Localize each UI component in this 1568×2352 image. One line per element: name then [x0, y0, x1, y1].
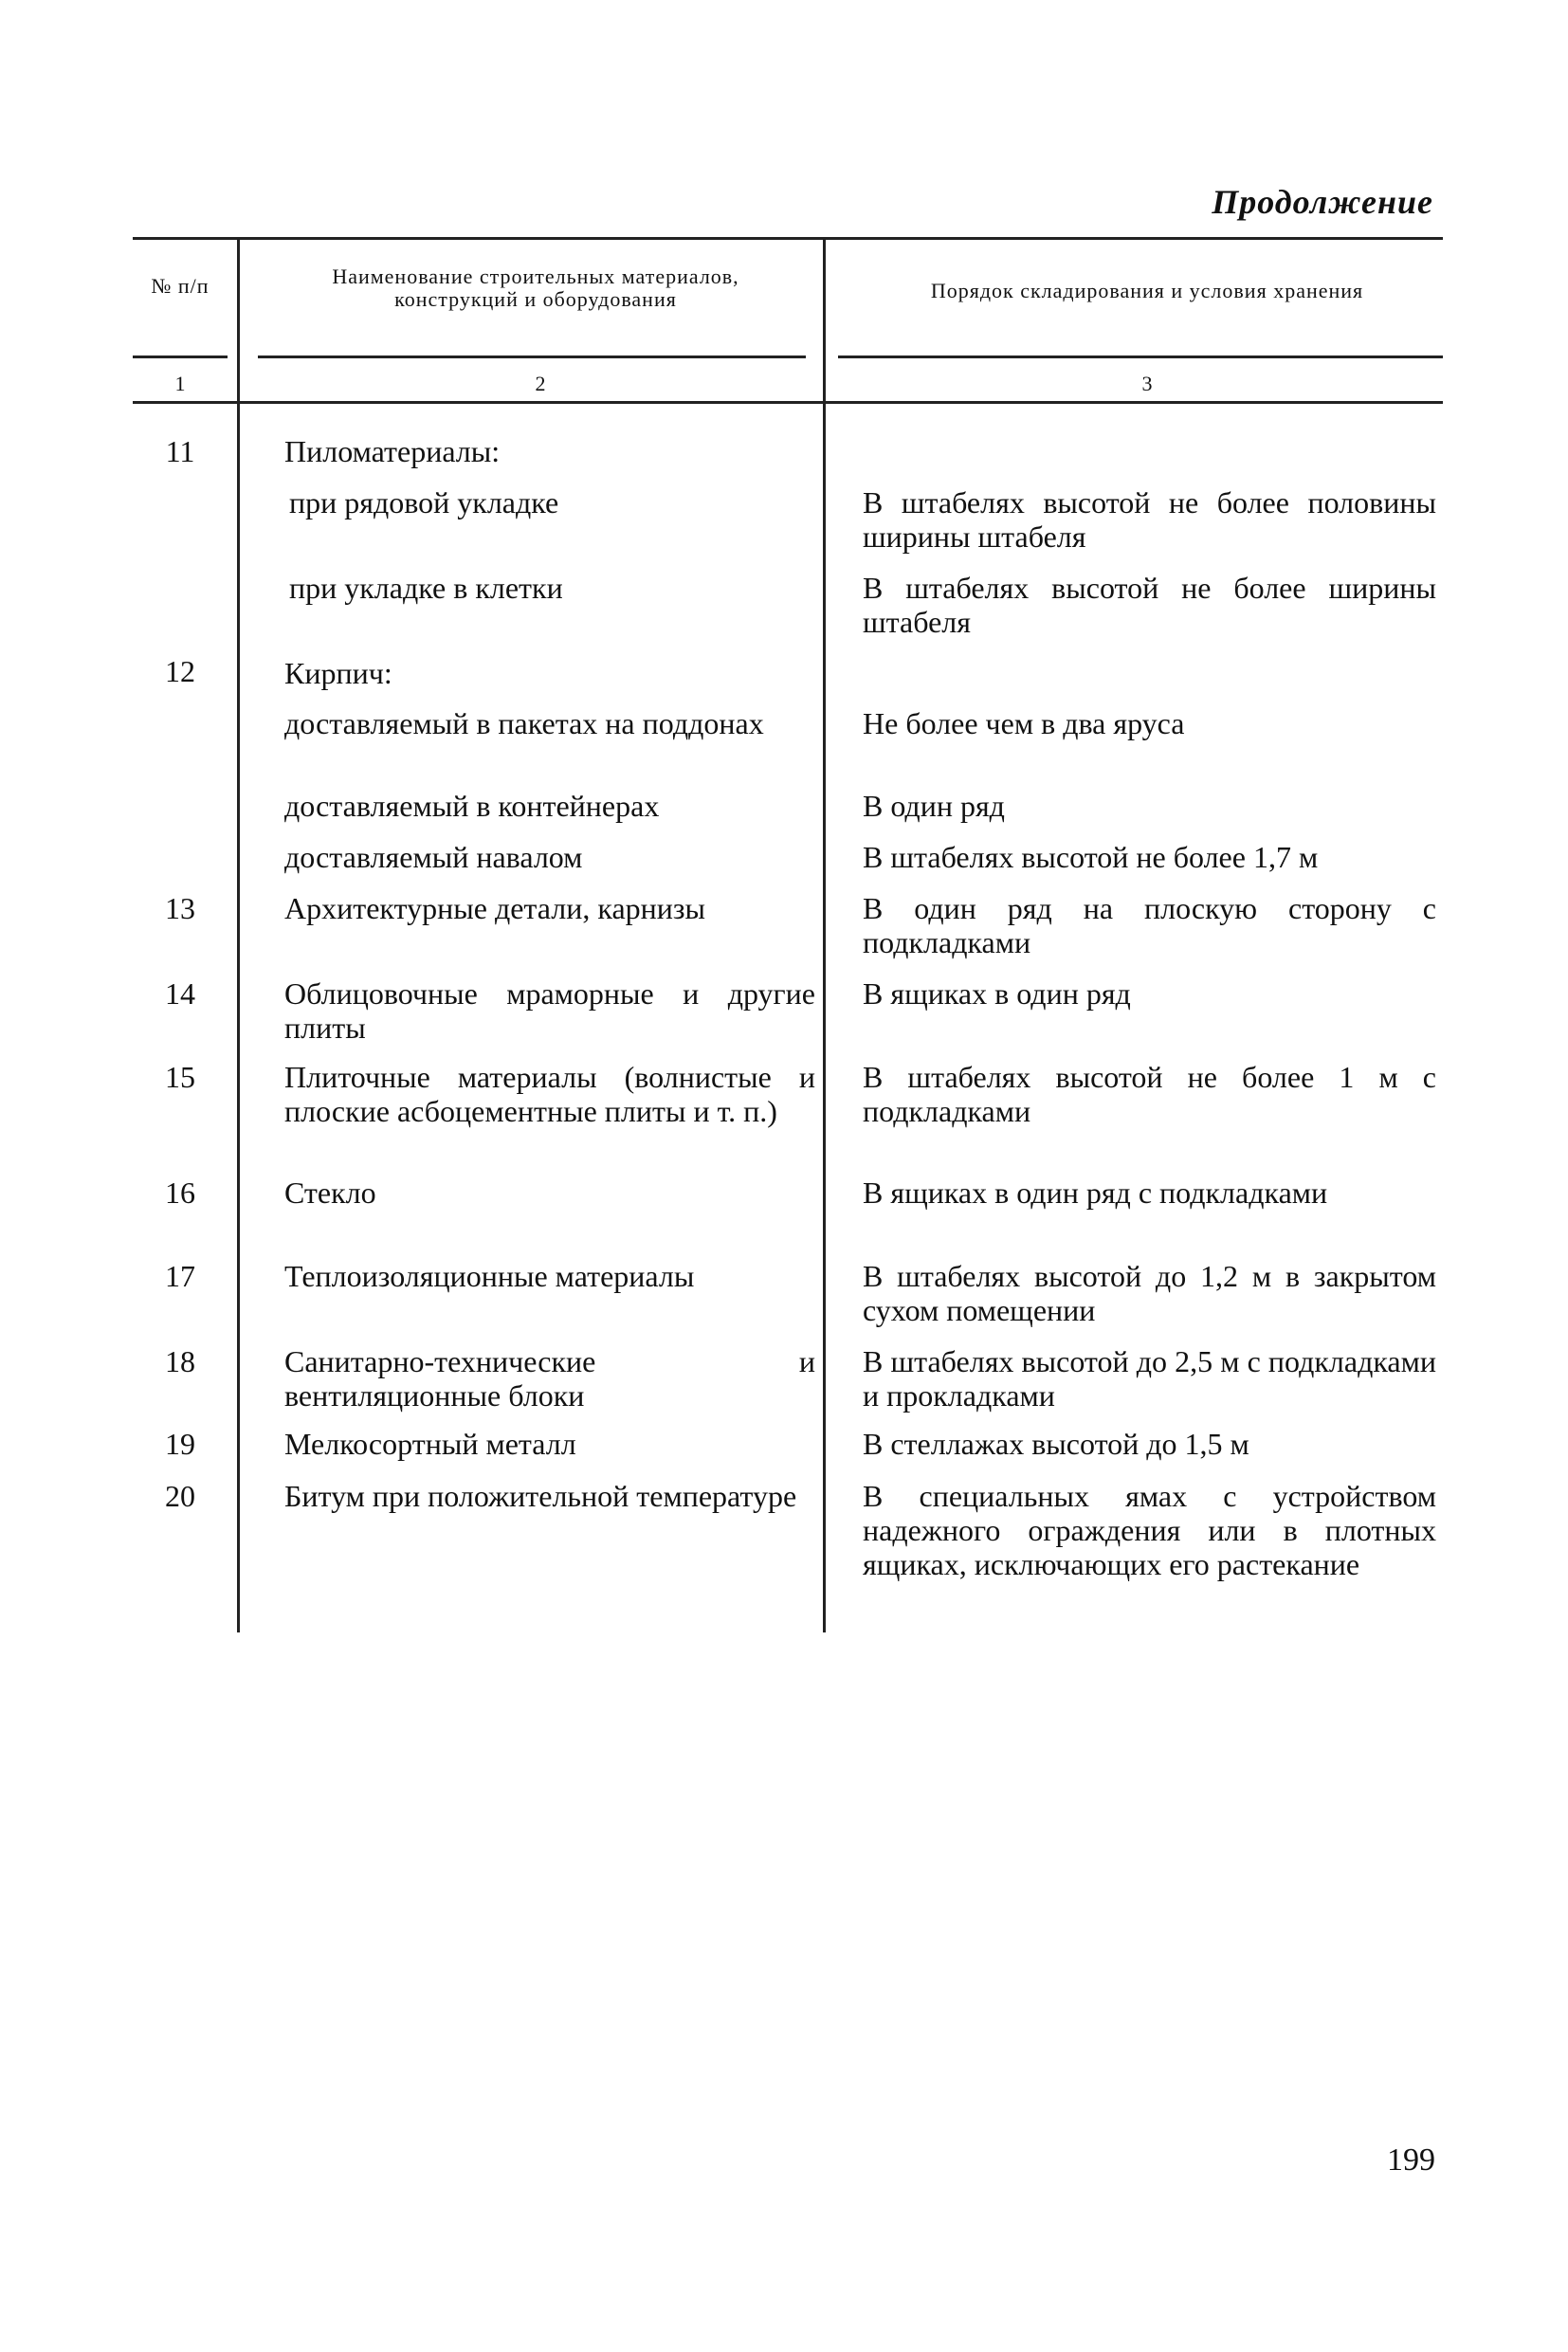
- row-19-name: Мелкосортный металл: [284, 1427, 576, 1461]
- header-rule-col1: [133, 356, 228, 358]
- numbers-rule: [133, 401, 1443, 404]
- row-11b-name: при укладке в клетки: [289, 571, 563, 605]
- column-number-2: 2: [535, 372, 546, 395]
- row-19-storage: В стеллажах высотой до 1,5 м: [863, 1427, 1249, 1461]
- column-header-storage: Порядок складирования и условия хранения: [930, 279, 1364, 302]
- row-12b-name: доставляемый в контейнерах: [284, 789, 660, 823]
- row-15-number: 15: [165, 1060, 195, 1094]
- row-12-name: Кирпич:: [284, 656, 392, 690]
- row-11a-storage: В штабелях высотой не более половины ширины штабеля: [863, 485, 1436, 554]
- table-top-rule: [133, 237, 1443, 240]
- row-20-storage: В специальных ямах с устройством надежного ограждения или в плотных ящиках, исключающих его растекание: [863, 1479, 1436, 1581]
- row-13-name: Архитектурные детали, карнизы: [284, 891, 706, 925]
- continuation-label: Продолжение: [1212, 183, 1433, 221]
- row-17-name: Теплоизоляционные материалы: [284, 1259, 695, 1293]
- row-14-name: Облицовочные мраморные и другие плиты: [284, 976, 815, 1045]
- row-13-storage: В один ряд на плоскую сторону с подкладками: [863, 891, 1436, 959]
- row-11a-name: при рядовой укладке: [289, 485, 559, 520]
- row-16-name: Стекло: [284, 1176, 376, 1210]
- column-header-number: № п/п: [151, 274, 210, 298]
- column-header-name: Наименование строительных материалов, конструкций и оборудования: [332, 264, 739, 311]
- row-12a-name: доставляемый в пакетах на поддонах: [284, 706, 764, 740]
- row-16-number: 16: [165, 1176, 195, 1210]
- row-12c-storage: В штабелях высотой не более 1,7 м: [863, 840, 1319, 874]
- row-18-name: Санитарно-технические и вентиляционные блоки: [284, 1344, 815, 1413]
- column-number-1: 1: [174, 372, 186, 395]
- row-11-number: 11: [165, 434, 195, 468]
- row-12b-storage: В один ряд: [863, 789, 1005, 823]
- row-12-number: 12: [165, 654, 195, 688]
- row-13-number: 13: [165, 891, 195, 925]
- row-12a-storage: Не более чем в два яруса: [863, 706, 1185, 740]
- row-19-number: 19: [165, 1427, 195, 1461]
- row-14-number: 14: [165, 976, 195, 1011]
- row-15-storage: В штабелях высотой не более 1 м с подкладками: [863, 1060, 1436, 1128]
- row-14-storage: В ящиках в один ряд: [863, 976, 1131, 1011]
- row-11b-storage: В штабелях высотой не более ширины штабеля: [863, 571, 1436, 639]
- row-20-name: Битум при положительной температуре: [284, 1479, 797, 1513]
- column-number-3: 3: [1141, 372, 1153, 395]
- row-17-storage: В штабелях высотой до 1,2 м в закрытом сухом помещении: [863, 1259, 1436, 1327]
- row-18-storage: В штабелях высотой до 2,5 м с подкладками и прокладками: [863, 1344, 1436, 1413]
- row-17-number: 17: [165, 1259, 195, 1293]
- column-divider-1: [237, 237, 240, 1632]
- row-15-name: Плиточные материалы (волнистые и плоские асбоцементные плиты и т. п.): [284, 1060, 815, 1128]
- page-number: 199: [1387, 2142, 1435, 2178]
- row-18-number: 18: [165, 1344, 195, 1378]
- row-11-name: Пиломатериалы:: [284, 434, 501, 468]
- row-20-number: 20: [165, 1479, 195, 1513]
- row-16-storage: В ящиках в один ряд с подкладками: [863, 1176, 1328, 1210]
- row-12c-name: доставляемый навалом: [284, 840, 583, 874]
- column-divider-2: [823, 237, 826, 1632]
- header-rule-col3: [838, 356, 1443, 358]
- header-rule-col2: [258, 356, 806, 358]
